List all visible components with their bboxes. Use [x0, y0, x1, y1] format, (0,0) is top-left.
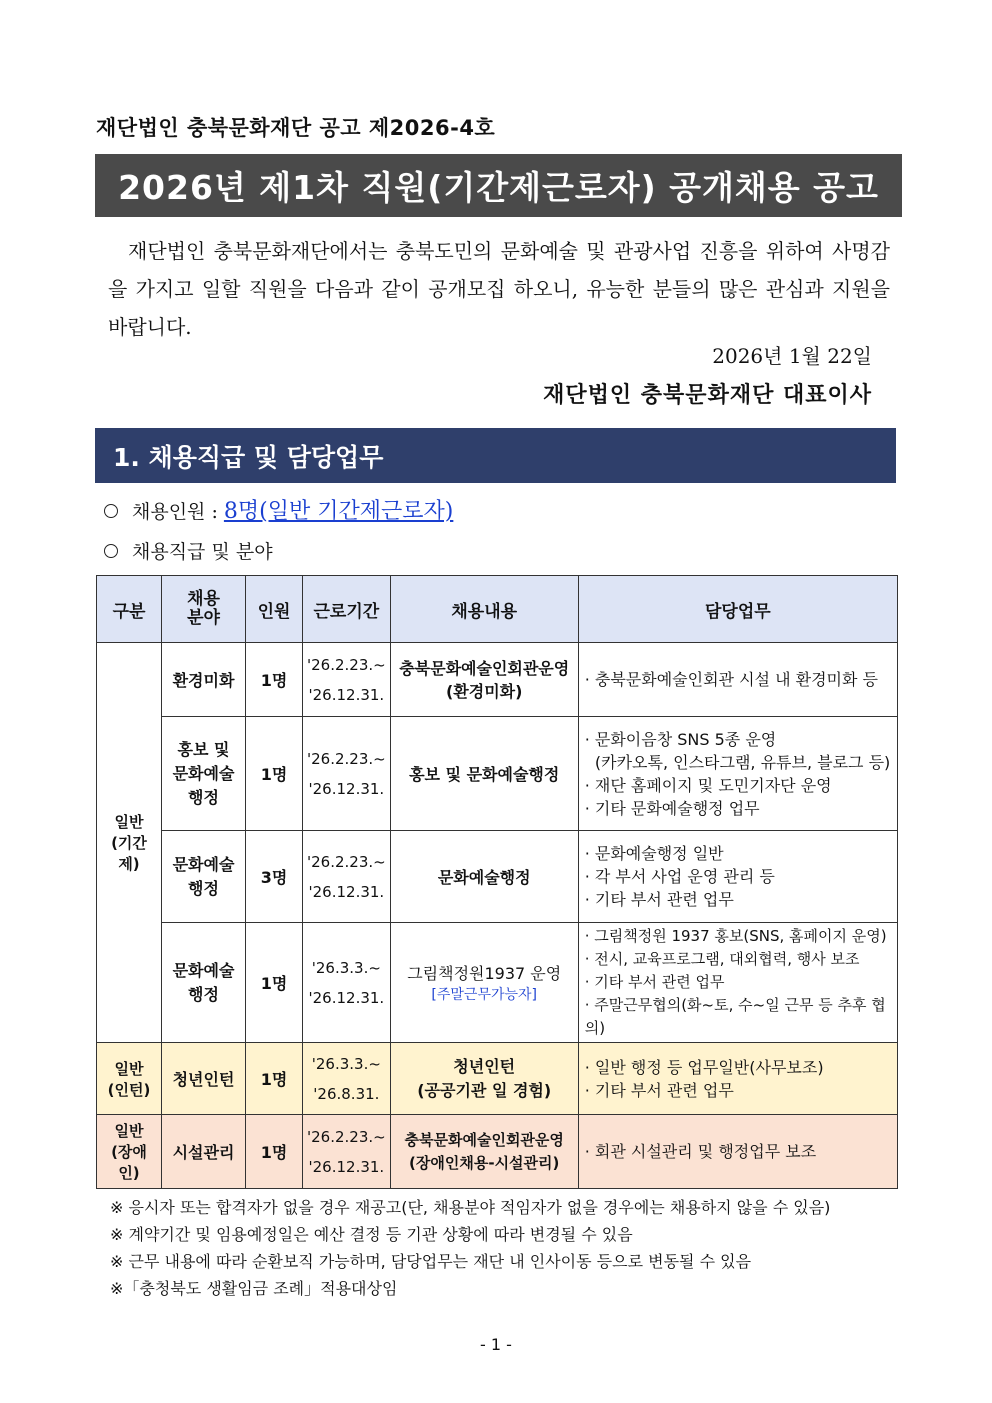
field-cell: 청년인턴	[162, 1043, 246, 1115]
period-end: '26.12.31.	[308, 988, 385, 1007]
document-title: 2026년 제1차 직원(기간제근로자) 공개채용 공고	[95, 154, 902, 217]
notice-date: 2026년 1월 22일	[712, 344, 872, 368]
period-start: '26.3.3.~	[311, 1054, 381, 1073]
count-cell: 1명	[246, 923, 303, 1043]
header-cell: 담당업무	[578, 576, 897, 643]
header-cell: 근로기간	[303, 576, 391, 643]
count-cell: 3명	[246, 831, 303, 923]
duty-cell	[578, 923, 897, 1043]
duty-item: · 회관 시설관리 및 행정업무 보조	[584, 1142, 817, 1161]
period-end: '26.12.31.	[308, 1157, 385, 1176]
duty-item: · 기타 부서 관련 업무	[584, 890, 734, 909]
headcount-label: 채용인원 :	[132, 501, 218, 523]
period-cell	[303, 643, 391, 717]
count-cell: 1명	[246, 1043, 303, 1115]
header-cell: 인원	[246, 576, 303, 643]
note-item: ※「충청북도 생활임금 조례」적용대상임	[110, 1279, 398, 1298]
count-cell: 1명	[246, 717, 303, 831]
content-cell: 충북문화예술인회관운영 (장애인채용-시설관리)	[390, 1115, 578, 1189]
field-cell: 환경미화	[162, 643, 246, 717]
count-cell: 1명	[246, 1115, 303, 1189]
table-row	[97, 831, 898, 923]
duty-item: (카카오톡, 인스타그램, 유튜브, 블로그 등)	[584, 752, 891, 772]
content-note: [주말근무가능자]	[431, 987, 538, 1003]
period-end: '26.12.31.	[308, 685, 385, 704]
duty-item: · 문화이음창 SNS 5종 운영	[584, 729, 777, 749]
header-cell: 채용내용	[390, 576, 578, 643]
table-row	[97, 643, 898, 717]
duty-item: · 전시, 교육프로그램, 대외협력, 행사 보조	[584, 950, 860, 968]
table-row	[97, 923, 898, 1043]
headcount-value: 8명(일반 기간제근로자)	[223, 499, 454, 524]
group-cell: 일반 (장애인)	[97, 1115, 162, 1189]
field-cell: 홍보 및 문화예술 행정	[162, 717, 246, 831]
circle-bullet-icon	[104, 504, 118, 518]
count-cell: 1명	[246, 643, 303, 717]
page-number: - 1 -	[480, 1335, 512, 1354]
content-cell	[390, 923, 578, 1043]
duty-cell	[578, 643, 897, 717]
table-row-intern	[97, 1043, 898, 1115]
period-cell	[303, 1115, 391, 1189]
field-label: 채용직급 및 분야	[132, 541, 273, 563]
content-cell: 청년인턴 (공공기관 일 경험)	[390, 1043, 578, 1115]
duty-cell	[578, 831, 897, 923]
duty-item: · 그림책정원 1937 홍보(SNS, 홈페이지 운영)	[584, 927, 887, 945]
duty-item: · 일반 행정 등 업무일반(사무보조)	[584, 1057, 824, 1077]
content-cell: 문화예술행정	[390, 831, 578, 923]
content-title: 그림책정원1937 운영	[407, 964, 562, 983]
duty-item: · 기타 부서 관련 업무	[584, 973, 725, 991]
period-start: '26.3.3.~	[311, 958, 381, 977]
notice-number: 재단법인 충북문화재단 공고 제2026-4호	[96, 116, 496, 140]
period-start: '26.2.23.~	[307, 1127, 386, 1146]
section-title: 1. 채용직급 및 담당업무	[95, 428, 896, 483]
duty-cell	[578, 1115, 897, 1189]
duty-item: · 기타 문화예술행정 업무	[584, 798, 760, 818]
duty-item: · 문화예술행정 일반	[584, 844, 724, 863]
field-cell: 문화예술 행정	[162, 831, 246, 923]
duty-item: · 충북문화예술인회관 시설 내 환경미화 등	[584, 670, 878, 689]
period-cell	[303, 1043, 391, 1115]
duty-item: · 재단 홈페이지 및 도민기자단 운영	[584, 775, 832, 795]
group-cell: 일반 (인턴)	[97, 1043, 162, 1115]
field-line	[104, 537, 273, 564]
intro-text: 재단법인 충북문화재단에서는 충북도민의 문화예술 및 관광사업 진흥을 위하여 사명감을 가지고 일할 직원을 다음과 같이 공개모집 하오니, 유능한 분들의 많은 관심과 지원을 바랍니다.	[108, 239, 890, 339]
period-start: '26.2.23.~	[307, 655, 386, 674]
intro-paragraph	[108, 232, 890, 346]
table-row	[97, 717, 898, 831]
period-end: '26.12.31.	[308, 779, 385, 798]
group-cell: 일반 (기간제)	[97, 643, 162, 1043]
period-cell	[303, 717, 391, 831]
circle-bullet-icon	[104, 544, 118, 558]
note-item: ※ 응시자 또는 합격자가 없을 경우 재공고(단, 채용분야 적임자가 없을 경우에는 채용하지 않을 수 있음)	[110, 1198, 831, 1217]
headcount-line	[104, 494, 453, 525]
note-item: ※ 근무 내용에 따라 순환보직 가능하며, 담당업무는 재단 내 인사이동 등으로 변동될 수 있음	[110, 1252, 752, 1271]
notes	[110, 1194, 830, 1302]
note-item: ※ 계약기간 및 임용예정일은 예산 결정 등 기관 상황에 따라 변경될 수 있음	[110, 1225, 633, 1244]
period-end: '26.12.31.	[308, 882, 385, 901]
table-header-row	[97, 576, 898, 643]
content-cell: 홍보 및 문화예술행정	[390, 717, 578, 831]
duty-item: · 각 부서 사업 운영 관리 등	[584, 867, 775, 886]
field-cell: 시설관리	[162, 1115, 246, 1189]
field-cell: 문화예술 행정	[162, 923, 246, 1043]
table-row-disabled	[97, 1115, 898, 1189]
jobs-table	[96, 575, 898, 1189]
header-cell: 채용 분야	[162, 576, 246, 643]
duty-cell	[578, 1043, 897, 1115]
duty-cell	[578, 717, 897, 831]
header-cell: 구분	[97, 576, 162, 643]
content-cell: 충북문화예술인회관운영 (환경미화)	[390, 643, 578, 717]
signer: 재단법인 충북문화재단 대표이사	[543, 382, 872, 408]
period-cell	[303, 831, 391, 923]
period-start: '26.2.23.~	[307, 852, 386, 871]
duty-item: · 주말근무협의(화~토, 수~일 근무 등 추후 협의)	[584, 996, 886, 1037]
period-cell	[303, 923, 391, 1043]
duty-item: · 기타 부서 관련 업무	[584, 1080, 734, 1100]
period-end: '26.8.31.	[313, 1084, 380, 1103]
period-start: '26.2.23.~	[307, 749, 386, 768]
